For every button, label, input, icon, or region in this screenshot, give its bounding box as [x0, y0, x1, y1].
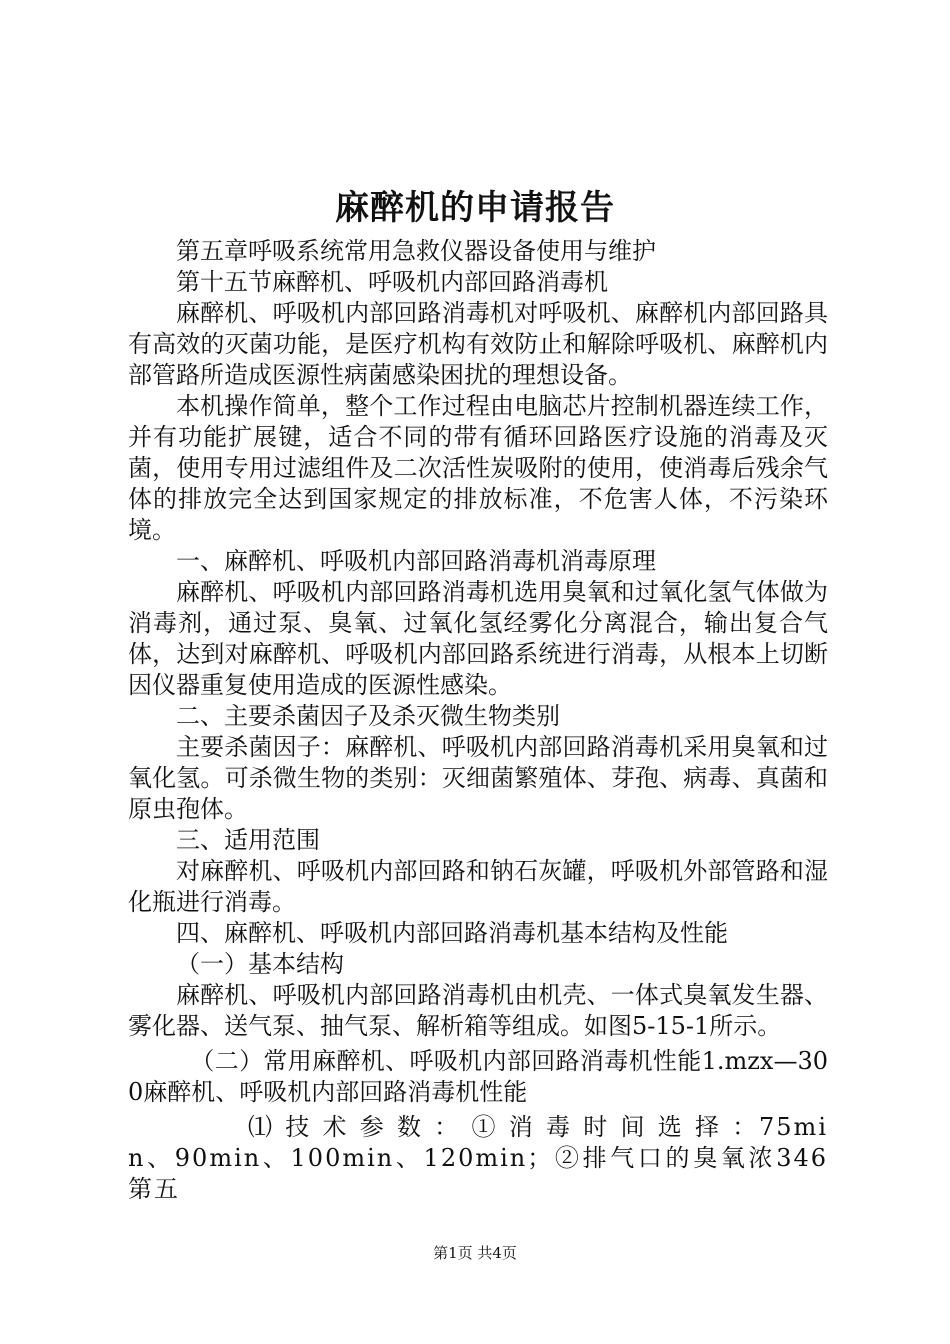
document-title: 麻醉机的申请报告: [335, 188, 615, 228]
paragraph-performance: （二）常用麻醉机、呼吸机内部回路消毒机性能1.mzx—300麻醉机、呼吸机内部回路消毒机性能: [128, 1047, 828, 1106]
page-footer: 第1页 共4页: [433, 1244, 517, 1262]
heading-scope: 三、适用范围: [176, 826, 320, 854]
paragraph-technical-parameters: ⑴ 技 术 参 数 ： ① 消 毒 时 间 选 择 ：75min、90min、100min、120min；②排气口的臭氧浓346第五: [128, 1113, 828, 1203]
document-body: [128, 236, 828, 1205]
heading-structure-performance: 四、麻醉机、呼吸机内部回路消毒机基本结构及性能: [176, 919, 728, 947]
paragraph-principle: 麻醉机、呼吸机内部回路消毒机选用臭氧和过氧化氢气体做为消毒剂，通过泵、臭氧、过氧化氢经雾化分离混合，输出复合气体，达到对麻醉机、呼吸机内部回路系统进行消毒，从根本上切断因仪器重复使用造成的医源性感染。: [128, 578, 828, 699]
section-heading: 第十五节麻醉机、呼吸机内部回路消毒机: [176, 268, 608, 296]
subheading-basic-structure: （一）基本结构: [176, 950, 344, 978]
paragraph-operation: 本机操作简单，整个工作过程由电脑芯片控制机器连续工作，并有功能扩展键，适合不同的带有循环回路医疗设施的消毒及灭菌，使用专用过滤组件及二次活性炭吸附的使用，使消毒后残余气体的排放完全达到国家规定的排放标准，不危害人体，不污染环境。: [128, 392, 828, 544]
chapter-heading: 第五章呼吸系统常用急救仪器设备使用与维护: [176, 237, 656, 265]
paragraph-scope: 对麻醉机、呼吸机内部回路和钠石灰罐，呼吸机外部管路和湿化瓶进行消毒。: [128, 857, 828, 916]
heading-principle: 一、麻醉机、呼吸机内部回路消毒机消毒原理: [176, 547, 656, 575]
heading-sterilizing-factors: 二、主要杀菌因子及杀灭微生物类别: [176, 702, 560, 730]
paragraph-basic-structure: 麻醉机、呼吸机内部回路消毒机由机壳、一体式臭氧发生器、雾化器、送气泵、抽气泵、解析箱等组成。如图5-15-1所示。: [128, 981, 828, 1040]
paragraph-intro: 麻醉机、呼吸机内部回路消毒机对呼吸机、麻醉机内部回路具有高效的灭菌功能，是医疗机构有效防止和解除呼吸机、麻醉机内部管路所造成医源性病菌感染困扰的理想设备。: [128, 299, 828, 389]
paragraph-sterilizing-factors: 主要杀菌因子：麻醉机、呼吸机内部回路消毒机采用臭氧和过氧化氢。可杀微生物的类别：灭细菌繁殖体、芽孢、病毒、真菌和原虫孢体。: [128, 733, 828, 823]
